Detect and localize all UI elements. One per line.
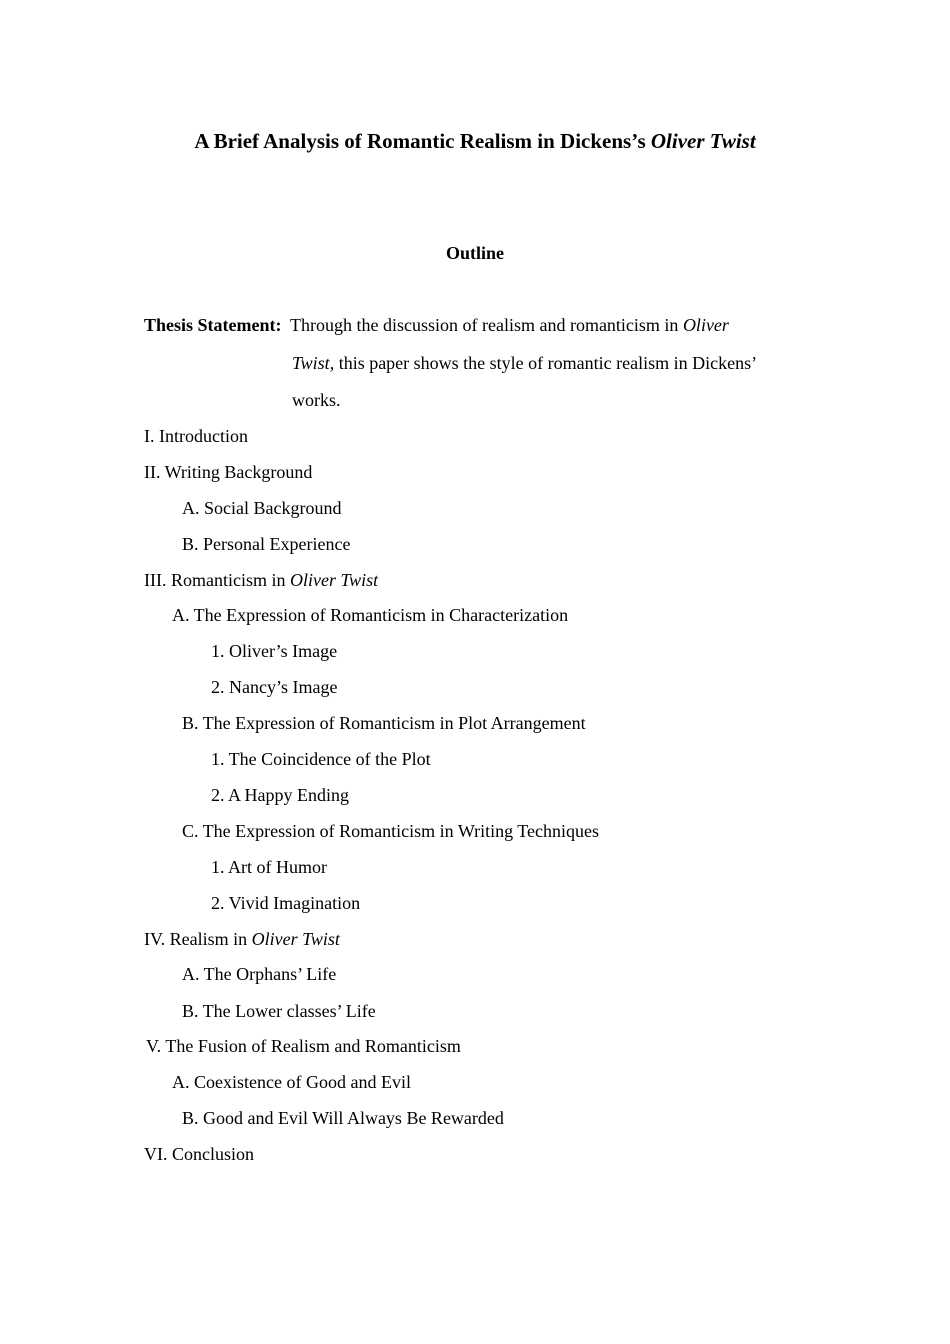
outline-subitem-3a: A. The Expression of Romanticism in Characterization (172, 605, 569, 625)
outline-subsubitem-3c2: 2. Vivid Imagination (211, 893, 361, 913)
outline-item-1: I. Introduction (144, 426, 248, 446)
outline-subitem-4a: A. The Orphans’ Life (182, 964, 337, 984)
thesis-label: Thesis Statement: (144, 315, 282, 335)
title-text: A Brief Analysis of Romantic Realism in Dickens’s (194, 129, 651, 153)
outline-subitem-5a: A. Coexistence of Good and Evil (172, 1072, 411, 1092)
thesis-line-1: Through the discussion of realism and romanticism in Oliver (290, 315, 729, 335)
outline-item-5: V. The Fusion of Realism and Romanticism (146, 1036, 461, 1056)
outline-subitem-3c: C. The Expression of Romanticism in Writing Techniques (182, 821, 599, 841)
outline-item-6: VI. Conclusion (144, 1144, 254, 1164)
title-italic-text: Oliver Twist (650, 129, 756, 153)
outline-heading: Outline (445, 243, 504, 263)
thesis-line-3: works. (292, 390, 341, 410)
outline-subsubitem-3b1: 1. The Coincidence of the Plot (211, 749, 431, 769)
document-title (0, 127, 950, 155)
outline-subsubitem-3c1: 1. Art of Humor (211, 857, 327, 877)
outline-item-4: IV. Realism in Oliver Twist (144, 929, 340, 949)
outline-subitem-4b: B. The Lower classes’ Life (182, 1001, 376, 1021)
outline-subsubitem-3a2: 2. Nancy’s Image (211, 677, 338, 697)
outline-item-2: II. Writing Background (144, 462, 313, 482)
outline-subsubitem-3a1: 1. Oliver’s Image (211, 641, 338, 661)
outline-subitem-2b: B. Personal Experience (182, 534, 351, 554)
outline-subsubitem-3b2: 2. A Happy Ending (211, 785, 349, 805)
outline-subitem-3b: B. The Expression of Romanticism in Plot Arrangement (182, 713, 586, 733)
thesis-line-2: Twist, this paper shows the style of romantic realism in Dickens’ (292, 353, 758, 373)
outline-subitem-2a: A. Social Background (182, 498, 342, 518)
outline-item-3: III. Romanticism in Oliver Twist (144, 570, 379, 590)
outline-subitem-5b: B. Good and Evil Will Always Be Rewarded (182, 1108, 504, 1128)
